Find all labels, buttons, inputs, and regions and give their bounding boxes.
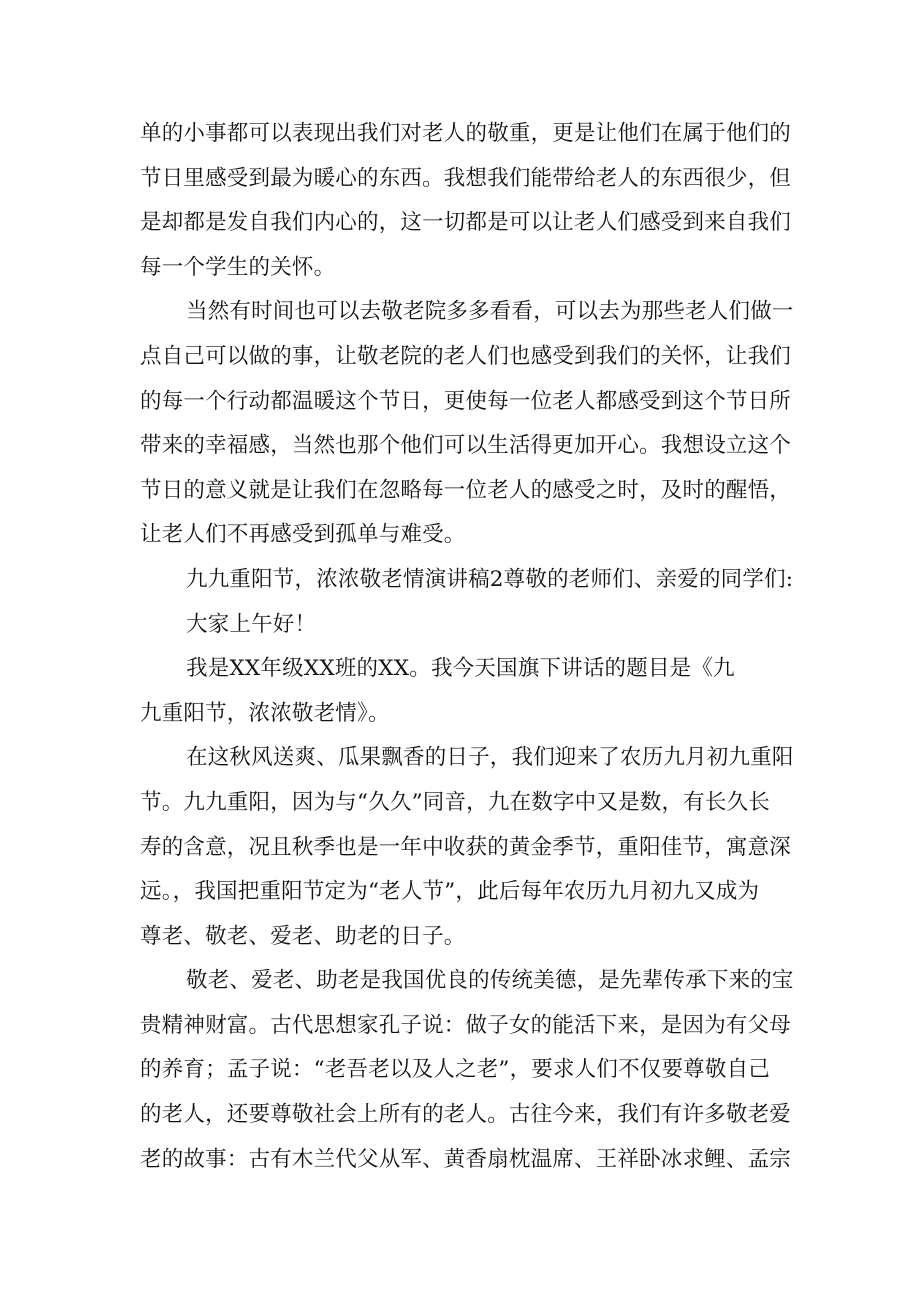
- text-line: 九重阳节，浓浓敬老情》。: [140, 700, 390, 726]
- text-line: 的每一个行动都温暖这个节日，更使每一位老人都感受到这个节日所: [140, 388, 792, 414]
- text-line: 贵精神财富。古代思想家孔子说：做子女的能活下来，是因为有父母: [140, 1012, 792, 1038]
- text-line: 节日里感受到最为暖心的东西。我想我们能带给老人的东西很少，但: [140, 165, 792, 191]
- text-line: 敬老、爱老、助老是我国优良的传统美德，是先辈传承下来的宝: [186, 968, 794, 994]
- document-body: [140, 112, 794, 1182]
- text-line: 尊老、敬老、爱老、助老的日子。: [140, 923, 466, 949]
- text-line: 节日的意义就是让我们在忽略每一位老人的感受之时，及时的醒悟，: [140, 477, 792, 503]
- text-line: 是却都是发自我们内心的，这一切都是可以让老人们感受到来自我们: [140, 210, 792, 236]
- text-line: 带来的幸福感，当然也那个他们可以生活得更加开心。我想设立这个: [140, 433, 792, 459]
- text-line: 的养育；孟子说：“老吾老以及人之老”，要求人们不仅要尊敬自己: [140, 1057, 770, 1083]
- text-line: 我是XX年级XX班的XX。我今天国旗下讲话的题目是《九: [186, 656, 735, 682]
- text-line: 大家上午好！: [186, 611, 317, 637]
- text-line: 每一个学生的关怀。: [140, 254, 336, 280]
- text-line: 的老人，还要尊敬社会上所有的老人。古往今来，我们有许多敬老爱: [140, 1102, 792, 1128]
- text-line: 九九重阳节，浓浓敬老情演讲稿2尊敬的老师们、亲爱的同学们:: [186, 566, 794, 592]
- text-line: 寿的含意，况且秋季也是一年中收获的黄金季节，重阳佳节，寓意深: [140, 834, 792, 860]
- text-line: 点自己可以做的事，让敬老院的老人们也感受到我们的关怀，让我们: [140, 343, 792, 369]
- text-line: 节。九九重阳，因为与“久久”同音，九在数字中又是数，有长久长: [140, 789, 770, 815]
- text-line: 在这秋风送爽、瓜果飘香的日子，我们迎来了农历九月初九重阳: [186, 745, 794, 771]
- text-line: 当然有时间也可以去敬老院多多看看，可以去为那些老人们做一: [186, 299, 794, 325]
- text-line: 让老人们不再感受到孤单与难受。: [140, 522, 466, 548]
- text-line: 远。，我国把重阳节定为“老人节”，此后每年农历九月初九又成为: [140, 879, 760, 905]
- text-line: 单的小事都可以表现出我们对老人的敬重，更是让他们在属于他们的: [140, 121, 792, 146]
- text-line: 老的故事：古有木兰代父从军、黄香扇枕温席、王祥卧冰求鲤、孟宗: [140, 1146, 792, 1172]
